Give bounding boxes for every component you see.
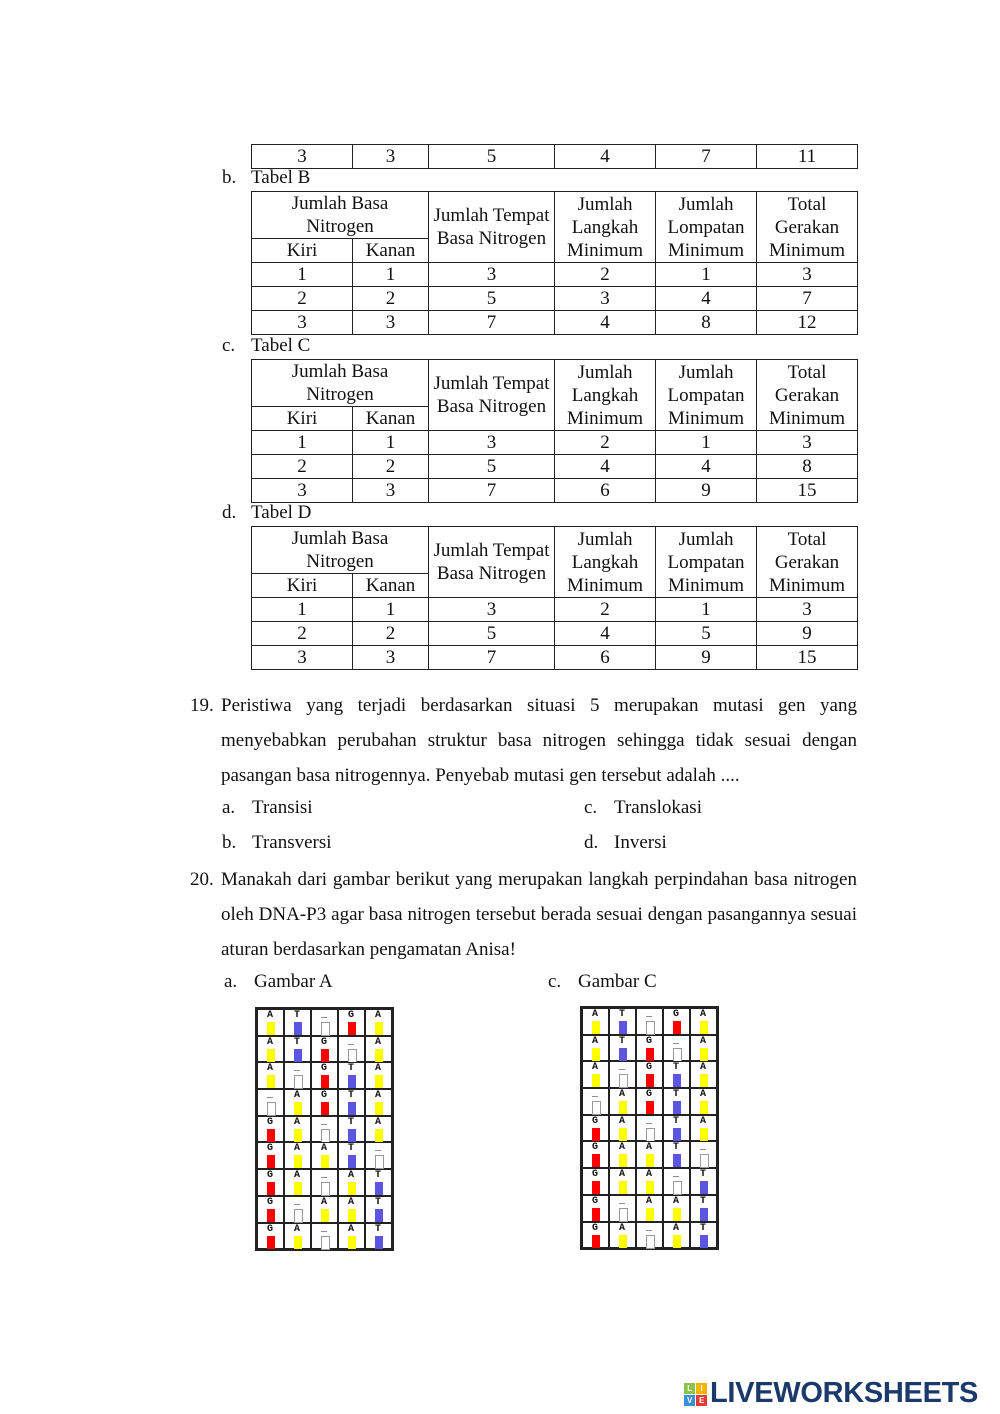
badge-letter: V: [684, 1395, 695, 1406]
base-bar-thymine: [619, 1048, 627, 1061]
table-cell: 4: [656, 455, 757, 479]
table-cell: 3: [429, 598, 555, 622]
base-bar-adenine: [375, 1022, 383, 1035]
liveworksheets-logo: [684, 1377, 978, 1410]
table-cell: 7: [429, 311, 555, 335]
table-cell: 2: [555, 598, 656, 622]
base-bar-adenine: [673, 1235, 681, 1248]
table-cell: 3: [353, 145, 429, 169]
grid-row: [582, 1008, 728, 1035]
question-number: 20.: [190, 869, 214, 890]
grid-row: [582, 1168, 728, 1195]
base-bar-adenine: [375, 1049, 383, 1062]
option-text: Gambar C: [578, 971, 657, 992]
option-letter: a.: [222, 797, 236, 818]
grid-row-bases: GAAT_: [592, 1142, 728, 1154]
gambar-c-grid: [580, 1006, 728, 1250]
table-cell: 1: [353, 263, 429, 287]
grid-row: [257, 1089, 403, 1116]
base-bar-guanine: [592, 1128, 600, 1141]
base-bar-thymine: [673, 1101, 681, 1114]
base-bar-adenine: [592, 1048, 600, 1061]
table-cell: 3: [757, 598, 858, 622]
base-bar-thymine: [673, 1074, 681, 1087]
header-lompatan: Jumlah Lompatan Minimum: [656, 527, 757, 598]
table-cell: 4: [555, 145, 656, 169]
base-bar-adenine: [700, 1048, 708, 1061]
header-kiri: Kiri: [252, 239, 353, 263]
grid-row-bases: ATG_A: [592, 1035, 728, 1047]
badge-letter: E: [696, 1395, 707, 1406]
base-bar-guanine: [321, 1049, 329, 1062]
table-cell: 15: [757, 479, 858, 503]
table-row: [252, 622, 858, 646]
base-bar-thymine: [619, 1021, 627, 1034]
base-bar-adenine: [619, 1101, 627, 1114]
table-title: Tabel B: [251, 167, 311, 188]
table-cell: 7: [757, 287, 858, 311]
table-row: [252, 311, 858, 335]
header-jumlah-basa: Jumlah Basa Nitrogen: [252, 192, 429, 239]
header-langkah: Jumlah Langkah Minimum: [555, 192, 656, 263]
base-bar-adenine: [700, 1128, 708, 1141]
base-bar-thymine: [700, 1181, 708, 1194]
table-letter: b.: [222, 167, 237, 188]
grid-row: [582, 1115, 728, 1142]
grid-row-bases: GA_TA: [592, 1115, 728, 1127]
table-cell: 5: [429, 145, 555, 169]
empty-slot: [375, 1155, 384, 1169]
table-cell: 9: [757, 622, 858, 646]
base-bar-adenine: [700, 1021, 708, 1034]
base-bar-adenine: [646, 1154, 654, 1167]
empty-slot: [321, 1022, 330, 1036]
grid-row: [582, 1141, 728, 1168]
header-jumlah-basa: Jumlah Basa Nitrogen: [252, 360, 429, 407]
table-cell: 5: [429, 287, 555, 311]
table-cell: 4: [656, 287, 757, 311]
base-bar-adenine: [375, 1102, 383, 1115]
header-lompatan: Jumlah Lompatan Minimum: [656, 192, 757, 263]
empty-slot: [294, 1209, 303, 1223]
header-langkah: Jumlah Langkah Minimum: [555, 360, 656, 431]
table-cell: 8: [656, 311, 757, 335]
option-letter: c.: [548, 971, 562, 992]
table-cell: 3: [429, 431, 555, 455]
base-bar-guanine: [348, 1022, 356, 1035]
option-b[interactable]: [222, 832, 332, 854]
option-text: Translokasi: [614, 797, 702, 818]
base-bar-thymine: [375, 1236, 383, 1249]
option-letter: c.: [584, 797, 598, 818]
empty-slot: [673, 1048, 682, 1062]
table-letter: d.: [222, 502, 237, 523]
grid-row: [582, 1035, 728, 1062]
table-cell: 5: [429, 455, 555, 479]
base-bar-adenine: [321, 1209, 329, 1222]
table-cell: 3: [252, 479, 353, 503]
base-bar-guanine: [267, 1236, 275, 1249]
question-text: Peristiwa yang terjadi berdasarkan situasi 5 merupakan mutasi gen yang menyebabkan perubahan struktur basa nitrogen sehingga tidak sesuai dengan pasangan basa nitrogennya. Penyebab mutasi gen tersebut adalah ....: [221, 695, 857, 786]
base-bar-adenine: [619, 1181, 627, 1194]
base-bar-thymine: [348, 1102, 356, 1115]
logo-text: LIVEWORKSHEETS: [710, 1377, 979, 1409]
table-cell: 12: [757, 311, 858, 335]
table-row: [252, 263, 858, 287]
base-bar-adenine: [646, 1208, 654, 1221]
table-cell: 11: [757, 145, 858, 169]
option-c[interactable]: [584, 797, 702, 819]
table-cell: 2: [555, 431, 656, 455]
option-text: Inversi: [614, 832, 667, 853]
table-cell: 2: [353, 622, 429, 646]
table-label: [222, 335, 310, 357]
base-bar-adenine: [348, 1209, 356, 1222]
base-bar-adenine: [294, 1129, 302, 1142]
base-bar-adenine: [321, 1155, 329, 1168]
table-cell: 2: [252, 455, 353, 479]
table-cell: 9: [656, 646, 757, 670]
base-bar-guanine: [592, 1154, 600, 1167]
base-bar-adenine: [673, 1208, 681, 1221]
table-letter: c.: [222, 335, 236, 356]
empty-slot: [321, 1236, 330, 1250]
table-cell: 5: [656, 622, 757, 646]
table-cell: 3: [757, 263, 858, 287]
base-bar-adenine: [267, 1075, 275, 1088]
header-kanan: Kanan: [353, 407, 429, 431]
base-bar-adenine: [646, 1181, 654, 1194]
option-letter: a.: [224, 971, 238, 992]
grid-row: [257, 1116, 403, 1143]
grid-row: [257, 1142, 403, 1169]
table-cell: 7: [656, 145, 757, 169]
table-row: [252, 287, 858, 311]
grid-row-bases: GA_AT: [267, 1170, 403, 1182]
base-bar-adenine: [375, 1129, 383, 1142]
table-row: [252, 598, 858, 622]
grid-row-bases: _AGTA: [592, 1089, 728, 1101]
empty-slot: [267, 1102, 276, 1116]
table-cell: 1: [353, 431, 429, 455]
table-cell: 1: [656, 598, 757, 622]
table-cell: 4: [555, 455, 656, 479]
base-bar-adenine: [348, 1236, 356, 1249]
base-bar-thymine: [348, 1155, 356, 1168]
header-total: Total Gerakan Minimum: [757, 360, 858, 431]
base-bar-thymine: [673, 1128, 681, 1141]
table-cell: 3: [252, 145, 353, 169]
grid-row-bases: A_GTA: [267, 1063, 403, 1075]
header-kiri: Kiri: [252, 574, 353, 598]
empty-slot: [321, 1129, 330, 1143]
empty-slot: [294, 1075, 303, 1089]
grid-row-bases: ATG_A: [267, 1036, 403, 1048]
table-cell: 8: [757, 455, 858, 479]
base-bar-guanine: [592, 1181, 600, 1194]
option-c[interactable]: [548, 971, 657, 993]
base-bar-guanine: [673, 1021, 681, 1034]
grid-row: [257, 1036, 403, 1063]
table-cell: 15: [757, 646, 858, 670]
empty-slot: [619, 1074, 628, 1088]
table-title: Tabel D: [251, 502, 312, 523]
grid-row: [257, 1196, 403, 1223]
base-bar-adenine: [592, 1021, 600, 1034]
header-tempat: Jumlah Tempat Basa Nitrogen: [429, 360, 555, 431]
table-cell: 2: [252, 622, 353, 646]
grid-row-bases: GAA_T: [592, 1169, 728, 1181]
table-a-last-row: [251, 144, 858, 169]
badge-letter: L: [684, 1383, 695, 1394]
table-cell: 1: [656, 263, 757, 287]
base-bar-adenine: [294, 1102, 302, 1115]
grid-row: [257, 1062, 403, 1089]
grid-row: [257, 1223, 403, 1250]
header-tempat: Jumlah Tempat Basa Nitrogen: [429, 527, 555, 598]
option-letter: d.: [584, 832, 599, 853]
table-cell: 3: [757, 431, 858, 455]
base-bar-thymine: [375, 1209, 383, 1222]
empty-slot: [646, 1128, 655, 1142]
empty-slot: [646, 1235, 655, 1249]
header-tempat: Jumlah Tempat Basa Nitrogen: [429, 192, 555, 263]
empty-slot: [592, 1101, 601, 1115]
question-20: [190, 862, 857, 967]
base-bar-guanine: [267, 1182, 275, 1195]
table-row: [252, 646, 858, 670]
grid-row: [582, 1195, 728, 1222]
base-bar-adenine: [700, 1101, 708, 1114]
option-letter: b.: [222, 832, 237, 853]
base-bar-thymine: [294, 1049, 302, 1062]
empty-slot: [348, 1049, 357, 1063]
base-bar-guanine: [592, 1208, 600, 1221]
base-bar-guanine: [646, 1074, 654, 1087]
grid-row: [582, 1088, 728, 1115]
table-cell: 1: [252, 263, 353, 287]
table-cell: 5: [429, 622, 555, 646]
live-badge-icon: [684, 1383, 707, 1406]
empty-slot: [321, 1182, 330, 1196]
base-bar-adenine: [294, 1182, 302, 1195]
base-bar-thymine: [294, 1022, 302, 1035]
header-kiri: Kiri: [252, 407, 353, 431]
table-cell: 2: [353, 455, 429, 479]
header-total: Total Gerakan Minimum: [757, 192, 858, 263]
grid-row-bases: AT_GA: [592, 1009, 728, 1020]
header-kanan: Kanan: [353, 574, 429, 598]
base-bar-guanine: [592, 1235, 600, 1248]
base-bar-thymine: [700, 1235, 708, 1248]
base-bar-thymine: [700, 1208, 708, 1221]
grid-row-bases: GA_TA: [267, 1116, 403, 1128]
badge-letter: I: [696, 1383, 707, 1394]
table-cell: 3: [252, 311, 353, 335]
table-cell: 3: [252, 646, 353, 670]
table-cell: 6: [555, 646, 656, 670]
grid-row: [582, 1061, 728, 1088]
option-text: Transversi: [252, 832, 332, 853]
base-bar-guanine: [267, 1129, 275, 1142]
base-bar-guanine: [267, 1209, 275, 1222]
header-langkah: Jumlah Langkah Minimum: [555, 527, 656, 598]
grid-row-bases: GA_AT: [592, 1222, 728, 1234]
base-bar-thymine: [348, 1129, 356, 1142]
table-cell: 2: [353, 287, 429, 311]
grid-row: [257, 1009, 403, 1036]
header-kanan: Kanan: [353, 239, 429, 263]
table-cell: 9: [656, 479, 757, 503]
base-bar-adenine: [348, 1182, 356, 1195]
table-cell: 4: [555, 311, 656, 335]
base-bar-thymine: [348, 1075, 356, 1088]
gambar-a-grid: [255, 1007, 403, 1251]
base-bar-adenine: [619, 1128, 627, 1141]
grid-row-bases: AT_GA: [267, 1010, 403, 1021]
table-c: [251, 359, 858, 503]
base-bar-guanine: [267, 1155, 275, 1168]
option-text: Transisi: [252, 797, 313, 818]
table-title: Tabel C: [251, 335, 311, 356]
base-bar-adenine: [294, 1155, 302, 1168]
option-a[interactable]: [222, 797, 313, 819]
table-cell: 4: [555, 622, 656, 646]
table-cell: 7: [429, 479, 555, 503]
grid-row-bases: GA_AT: [267, 1223, 403, 1235]
option-d[interactable]: [584, 832, 667, 854]
table-label: [222, 502, 311, 524]
grid-row-bases: GAAT_: [267, 1143, 403, 1155]
grid-row: [582, 1222, 728, 1249]
base-bar-adenine: [375, 1075, 383, 1088]
empty-slot: [673, 1181, 682, 1195]
table-cell: 1: [353, 598, 429, 622]
table-cell: 7: [429, 646, 555, 670]
base-bar-adenine: [619, 1154, 627, 1167]
empty-slot: [619, 1208, 628, 1222]
table-cell: 3: [429, 263, 555, 287]
table-cell: 3: [353, 646, 429, 670]
option-a[interactable]: [224, 971, 333, 993]
header-jumlah-basa: Jumlah Basa Nitrogen: [252, 527, 429, 574]
table-cell: 2: [252, 287, 353, 311]
question-number: 19.: [190, 695, 214, 716]
grid-row: [257, 1169, 403, 1196]
table-cell: 1: [252, 431, 353, 455]
table-cell: 3: [555, 287, 656, 311]
grid-row-bases: G_AAT: [592, 1195, 728, 1207]
base-bar-guanine: [646, 1101, 654, 1114]
base-bar-adenine: [294, 1236, 302, 1249]
base-bar-guanine: [321, 1102, 329, 1115]
base-bar-adenine: [267, 1022, 275, 1035]
header-lompatan: Jumlah Lompatan Minimum: [656, 360, 757, 431]
table-cell: 3: [353, 311, 429, 335]
base-bar-adenine: [267, 1049, 275, 1062]
table-cell: 1: [252, 598, 353, 622]
table-d: [251, 526, 858, 670]
empty-slot: [700, 1154, 709, 1168]
header-total: Total Gerakan Minimum: [757, 527, 858, 598]
table-cell: 6: [555, 479, 656, 503]
base-bar-guanine: [321, 1075, 329, 1088]
grid-row-bases: G_AAT: [267, 1196, 403, 1208]
grid-row-bases: A_GTA: [592, 1062, 728, 1074]
base-bar-adenine: [592, 1074, 600, 1087]
base-bar-adenine: [619, 1235, 627, 1248]
grid-row-bases: _AGTA: [267, 1090, 403, 1102]
base-bar-adenine: [700, 1074, 708, 1087]
base-bar-thymine: [375, 1182, 383, 1195]
option-text: Gambar A: [254, 971, 333, 992]
table-cell: 2: [555, 263, 656, 287]
table-row: [252, 431, 858, 455]
table-label: [222, 167, 310, 189]
empty-slot: [646, 1021, 655, 1035]
table-b: [251, 191, 858, 335]
base-bar-guanine: [646, 1048, 654, 1061]
table-row: [252, 479, 858, 503]
base-bar-thymine: [673, 1154, 681, 1167]
table-cell: 3: [353, 479, 429, 503]
table-row: [252, 455, 858, 479]
table-row: [252, 145, 858, 169]
question-19: [190, 688, 857, 793]
question-text: Manakah dari gambar berikut yang merupakan langkah perpindahan basa nitrogen oleh DNA-P3 agar basa nitrogen tersebut berada sesuai dengan pasangannya sesuai aturan berdasarkan pengamatan Anisa!: [221, 869, 857, 960]
table-cell: 1: [656, 431, 757, 455]
